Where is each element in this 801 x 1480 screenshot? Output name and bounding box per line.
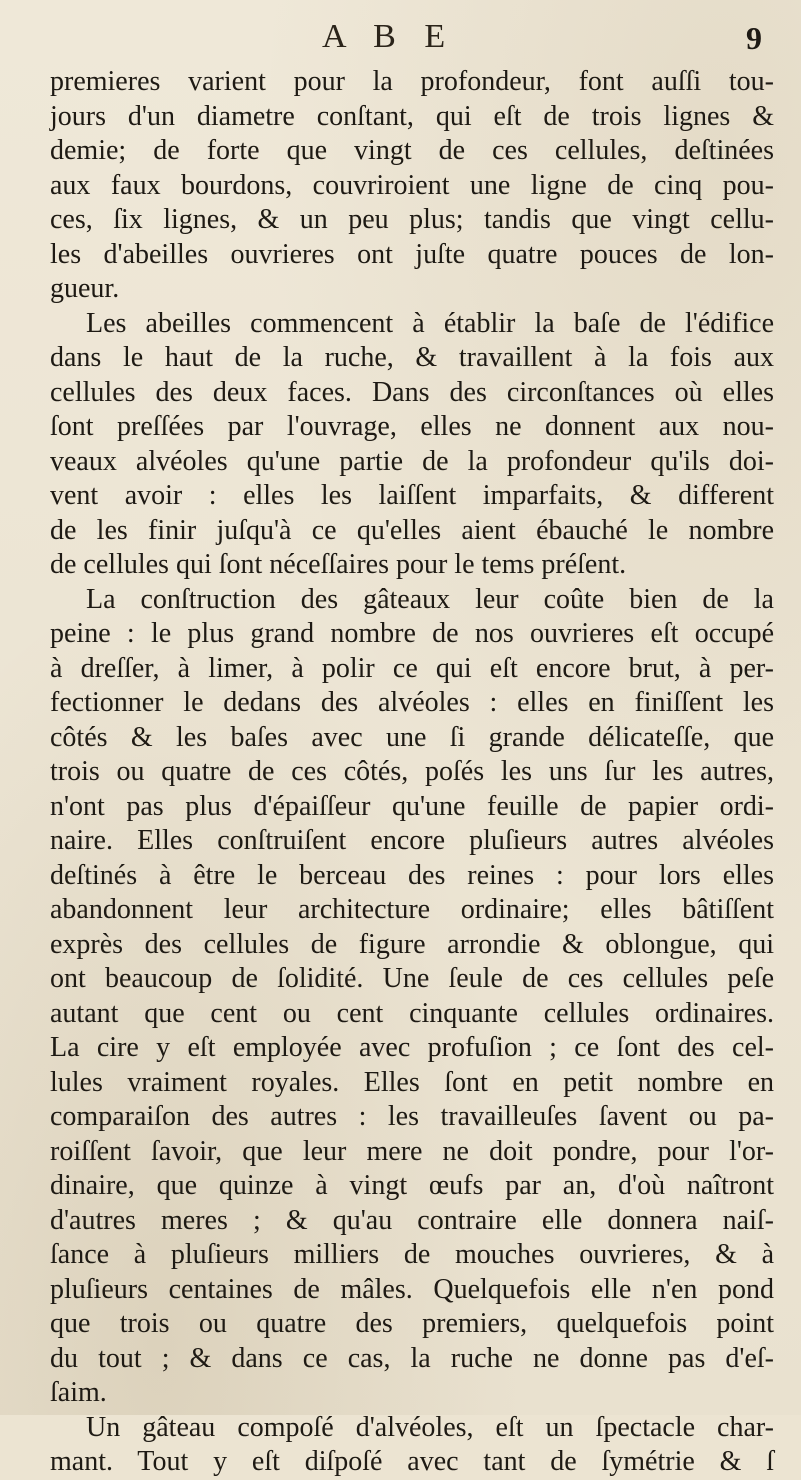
text-line: ſont preſſées par l'ouvrage, elles ne donnent aux nou- [50,411,774,442]
text-line: veaux alvéoles qu'une partie de la profondeur qu'ils doi- [50,445,774,477]
text-line: ſaim. [50,1377,107,1408]
text-line: côtés & les baſes avec une ſi grande délicateſſe, que [50,721,774,753]
text-line: cellules des deux faces. Dans des circonſtances où elles [50,376,774,408]
running-head: A B E [322,18,456,55]
text-line: vent avoir : elles les laiſſent imparfaits, & different [50,480,774,511]
text-line: pluſieurs centaines de mâles. Quelquefois elle n'en pond [50,1273,774,1305]
text-line: gueur. [50,273,120,304]
paragraph-start-line: Les abeilles commencent à établir la baſe de l'édifice [86,307,774,339]
text-line: dans le haut de la ruche, & travaillent à la fois aux [50,342,774,373]
page-number: 9 [746,20,762,56]
text-line: d'autres meres ; & qu'au contraire elle donnera naiſ- [50,1204,774,1236]
paragraph-start-line: La conſtruction des gâteaux leur coûte bien de la [86,583,774,615]
text-line: lules vraiment royales. Elles ſont en petit nombre en [50,1066,774,1098]
text-line: comparaiſon des autres : les travailleuſes ſavent ou pa- [50,1101,774,1132]
text-line: que trois ou quatre des premiers, quelquefois point [50,1308,774,1339]
text-line: premieres varient pour la profondeur, font auſſi tou- [50,66,774,97]
text-line: ont beaucoup de ſolidité. Une ſeule de ces cellules peſe [50,963,774,994]
text-line: de les finir juſqu'à ce qu'elles aient ébauché le nombre [50,514,774,546]
text-line: La cire y eſt employée avec profuſion ; ce ſont des cel- [50,1032,774,1063]
text-line: naire. Elles conſtruiſent encore pluſieurs autres alvéoles [50,825,774,856]
text-line: aux faux bourdons, couvriroient une ligne de cinq pou- [50,169,774,201]
text-line: jours d'un diametre conſtant, qui eſt de trois lignes & [50,100,774,132]
text-line: ſance à pluſieurs milliers de mouches ouvrieres, & à [50,1239,774,1270]
text-line: autant que cent ou cent cinquante cellules ordinaires. [50,997,774,1029]
text-line: à dreſſer, à limer, à polir ce qui eſt encore brut, à per- [50,652,774,684]
text-line: n'ont pas plus d'épaiſſeur qu'une feuille de papier ordi- [50,790,774,822]
text-line: de cellules qui ſont néceſſaires pour le tems préſent. [50,549,627,580]
text-line: peine : le plus grand nombre de nos ouvrieres eſt occupé [50,618,774,649]
text-line: deſtinés à être le berceau des reines : pour lors elles [50,859,774,891]
page-header [0,18,801,58]
text-line: abandonnent leur architecture ordinaire; elles bâtiſſent [50,894,774,925]
body-text [50,65,774,1480]
text-line: les d'abeilles ouvrieres ont juſte quatre pouces de lon- [50,238,774,270]
text-line: ces, ſix lignes, & un peu plus; tandis que vingt cellu- [50,204,774,235]
text-line: exprès des cellules de figure arrondie & oblongue, qui [50,928,774,960]
text-line: demie; de forte que vingt de ces cellules, deſtinées [50,135,774,166]
text-line: roiſſent ſavoir, que leur mere ne doit pondre, pour l'or- [50,1135,774,1167]
paragraph-start-line: Un gâteau compoſé d'alvéoles, eſt un ſpectacle char- [86,1411,774,1443]
text-line: mant. Tout y eſt diſpoſé avec tant de ſymétrie & ſ [50,1446,774,1477]
text-line: du tout ; & dans ce cas, la ruche ne donne pas d'eſ- [50,1342,774,1374]
text-line: dinaire, que quinze à vingt œufs par an, d'où naîtront [50,1170,774,1201]
text-line: trois ou quatre de ces côtés, poſés les uns ſur les autres, [50,756,774,787]
text-line: fectionner le dedans des alvéoles : elles en finiſſent les [50,687,774,718]
